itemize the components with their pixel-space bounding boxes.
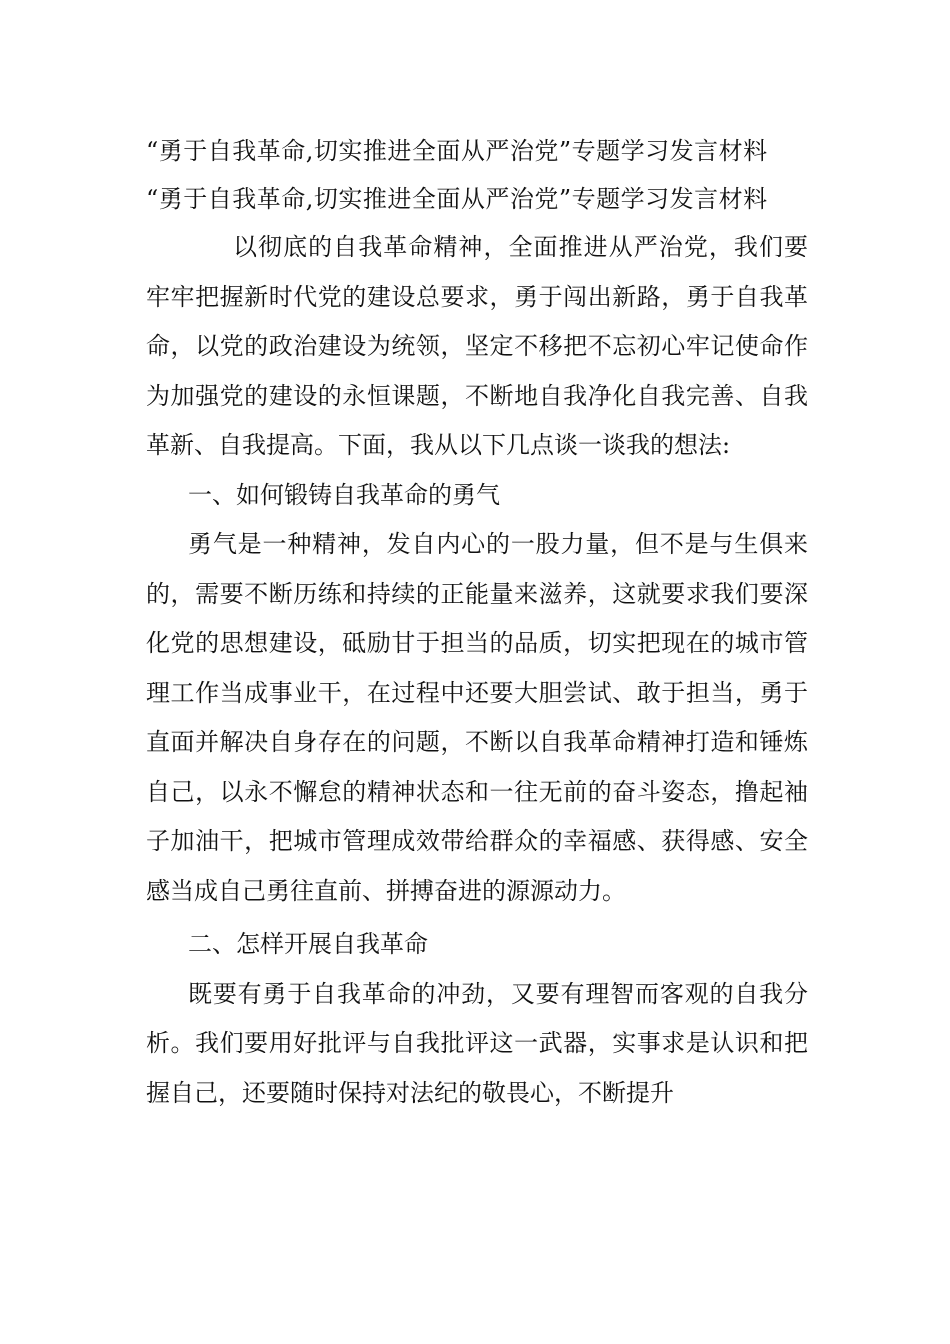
intro-paragraph: 以彻底的自我革命精神，全面推进从严治党，我们要牢牢把握新时代党的建设总要求，勇于闯出新路，勇于自我革命，以党的政治建设为统领，坚定不移把不忘初心牢记使命作为加强党的建设的永恒课题，不断地自我净化自我完善、自我革新、自我提高。下面，我从以下几点谈一谈我的想法: bbox=[146, 233, 808, 459]
document-body bbox=[146, 127, 808, 1118]
section-1-paragraph: 勇气是一种精神，发自内心的一股力量，但不是与生俱来的，需要不断历练和持续的正能量来滋养，这就要求我们要深化党的思想建设，砥励甘于担当的品质，切实把现在的城市管理工作当成事业干，在过程中还要大胆尝试、敢于担当，勇于直面并解决自身存在的问题，不断以自我革命精神打造和锤炼自己，以永不懈怠的精神状态和一往无前的奋斗姿态，撸起袖子加油干，把城市管理成效带给群众的幸福感、获得感、安全感当成自己勇往直前、拼搏奋进的源源动力。 bbox=[146, 530, 808, 905]
document-title-line-2: “勇于自我革命,切实推进全面从严治党”专题学习发言材料 bbox=[146, 185, 768, 213]
section-2-heading: 二、怎样开展自我革命 bbox=[188, 930, 428, 958]
document-title-line-1: “勇于自我革命,切实推进全面从严治党”专题学习发言材料 bbox=[146, 137, 768, 165]
section-1-heading: 一、如何锻铸自我革命的勇气 bbox=[188, 480, 500, 509]
section-2-paragraph: 既要有勇于自我革命的冲劲，又要有理智而客观的自我分析。我们要用好批评与自我批评这一武器，实事求是认识和把握自己，还要随时保持对法纪的敬畏心，不断提升 bbox=[146, 979, 808, 1107]
